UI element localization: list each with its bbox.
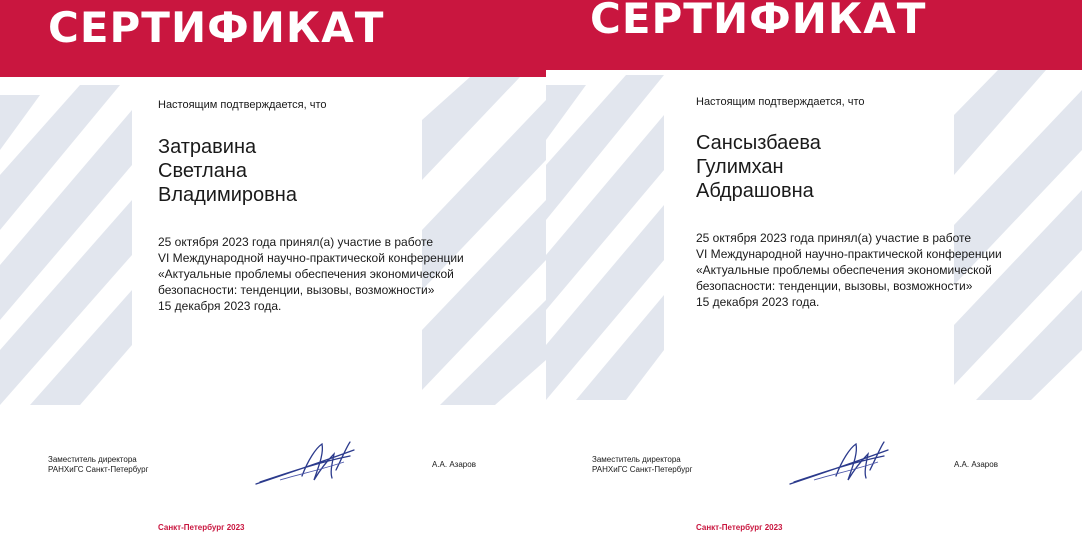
- footer-city-year: Санкт-Петербург 2023: [696, 523, 783, 532]
- body-line: «Актуальные проблемы обеспечения экономической: [696, 263, 992, 277]
- body-line: безопасности: тенденции, вызовы, возможности»: [158, 283, 435, 297]
- certificate-header: [0, 0, 546, 77]
- recipient-patronymic: Абдрашовна: [696, 180, 814, 202]
- signer-role-line: РАНХиГС Санкт-Петербург: [48, 465, 149, 474]
- body-line: 15 декабря 2023 года.: [696, 295, 820, 309]
- signer-role-line: Заместитель директора: [592, 455, 681, 464]
- body-line: 25 октября 2023 года принял(а) участие в работе: [158, 235, 434, 249]
- recipient-surname: Затравина: [158, 136, 257, 158]
- recipient-surname: Сансызбаева: [696, 132, 821, 154]
- signer-name: А.А. Азаров: [432, 460, 476, 469]
- recipient-first-name: Светлана: [158, 160, 247, 182]
- body-line: «Актуальные проблемы обеспечения экономической: [158, 267, 454, 281]
- lead-text: Настоящим подтверждается, что: [158, 99, 327, 111]
- signer-role-line: РАНХиГС Санкт-Петербург: [592, 465, 693, 474]
- certificate-header: [546, 0, 1082, 70]
- recipient-patronymic: Владимировна: [158, 184, 297, 206]
- certificate-2: [546, 0, 1082, 541]
- signer-name: А.А. Азаров: [954, 460, 998, 469]
- recipient-first-name: Гулимхан: [696, 156, 784, 178]
- signature-image: [250, 440, 360, 488]
- body-line: безопасности: тенденции, вызовы, возможности»: [696, 279, 973, 293]
- body-line: 15 декабря 2023 года.: [158, 299, 282, 313]
- signer-role-line: Заместитель директора: [48, 455, 137, 464]
- signature-image: [784, 440, 894, 488]
- footer-city-year: Санкт-Петербург 2023: [158, 523, 245, 532]
- body-line: VI Международной научно-практической конференции: [696, 247, 1002, 261]
- certificate-title: СЕРТИФИКАТ: [48, 3, 385, 52]
- body-line: 25 октября 2023 года принял(а) участие в работе: [696, 231, 972, 245]
- body-line: VI Международной научно-практической конференции: [158, 251, 464, 265]
- certificate-title: СЕРТИФИКАТ: [590, 0, 927, 43]
- lead-text: Настоящим подтверждается, что: [696, 96, 865, 108]
